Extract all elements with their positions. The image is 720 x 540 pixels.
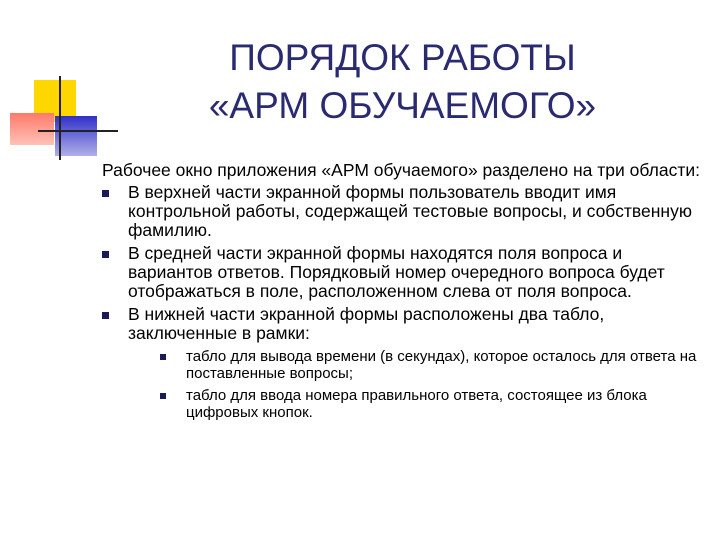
slide-title-line2: «АРМ ОБУЧАЕМОГО» [208, 85, 597, 126]
sub-bullet-text: табло для вывода времени (в секундах), которое осталось для ответа на поставленные вопросы; [186, 348, 697, 382]
sub-bullet-text: табло для ввода номера правильного ответа, состоящее из блока цифровых кнопок. [186, 387, 647, 421]
list-item [102, 305, 702, 421]
slide-body [102, 160, 702, 426]
list-item [102, 183, 702, 240]
bullet-text: В средней части экранной формы находятся поля вопроса и вариантов ответов. Порядковый номер очередного вопроса будет отображаться в поле, расположенном слева от поля вопроса. [128, 243, 665, 301]
logo-red-square [10, 113, 54, 145]
decorative-logo [0, 0, 110, 165]
logo-blue-square [55, 116, 97, 156]
square-bullet-icon [160, 354, 166, 360]
list-item [102, 244, 702, 301]
logo-vertical-line [59, 76, 61, 160]
square-bullet-icon [102, 251, 109, 258]
bullet-text: В нижней части экранной формы расположены два табло, заключенные в рамки: [128, 304, 605, 343]
square-bullet-icon [160, 393, 166, 399]
list-item [160, 348, 702, 382]
slide-title-line1: ПОРЯДОК РАБОТЫ [229, 37, 576, 78]
square-bullet-icon [102, 312, 109, 319]
logo-horizontal-line [38, 130, 118, 132]
bullet-text: В верхней части экранной формы пользователь вводит имя контрольной работы, содержащей тестовые вопросы, и собственную фамилию. [128, 182, 692, 240]
slide-title [130, 34, 675, 130]
square-bullet-icon [102, 190, 109, 197]
intro-text: Рабочее окно приложения «АРМ обучаемого» разделено на три области: [102, 160, 700, 180]
list-item [160, 387, 702, 421]
sub-bullet-list [128, 348, 702, 421]
bullet-list [102, 183, 702, 421]
